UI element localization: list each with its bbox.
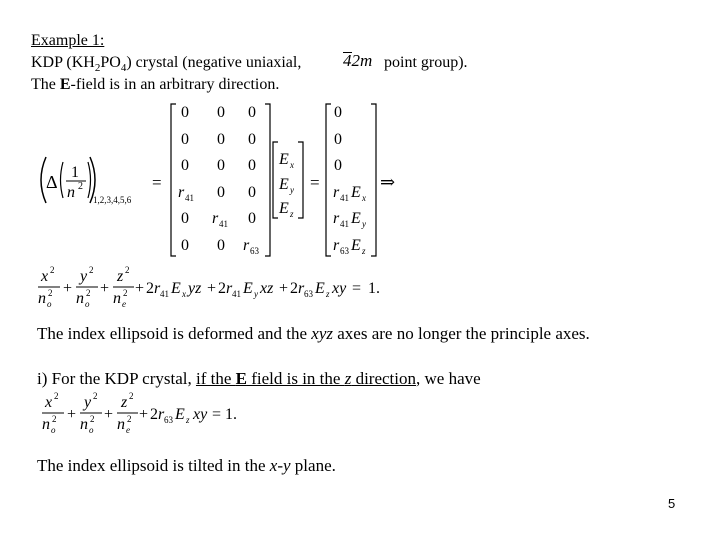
eq2-e: E bbox=[175, 406, 185, 423]
case-i-u3: direction bbox=[351, 369, 416, 388]
field-right-bracket bbox=[298, 142, 303, 218]
eq1-t2-exp: 2 bbox=[89, 265, 94, 275]
eq1-coef-3: 2 bbox=[290, 280, 298, 297]
eq1-ey-sub: y bbox=[254, 289, 258, 299]
eq1-ex-sub: x bbox=[182, 289, 186, 299]
deformed-text-b: axes are no longer the principle axes. bbox=[333, 324, 590, 343]
frac-denominator: n bbox=[67, 184, 75, 201]
implies-arrow: ⇒ bbox=[380, 172, 396, 192]
result-row4-r: r bbox=[333, 184, 340, 201]
subscript-2: 2 bbox=[94, 62, 101, 75]
eq2-t3-den-sub: e bbox=[126, 425, 130, 435]
tilted-text-b: plane. bbox=[290, 456, 336, 475]
eq1-e-2: E bbox=[243, 280, 253, 297]
field-ey-e: E bbox=[279, 176, 289, 193]
eq1-r41-2: 41 bbox=[232, 289, 241, 299]
field-ez-sub: z bbox=[290, 209, 294, 219]
case-i-bold-e: E bbox=[235, 369, 247, 388]
deformed-text bbox=[37, 324, 590, 344]
frac-close-paren bbox=[88, 162, 91, 198]
m-r6c2: 0 bbox=[217, 237, 225, 254]
eq1-t3-exp: 2 bbox=[125, 265, 130, 275]
eq2-r63: 63 bbox=[164, 415, 173, 425]
rhs-equals: = bbox=[310, 173, 320, 192]
eq1-equals: = bbox=[352, 280, 362, 297]
eq2-ez-sub: z bbox=[186, 415, 190, 425]
tilted-xy: x-y bbox=[269, 456, 291, 475]
m-r2c1: 0 bbox=[181, 131, 189, 148]
eq1-t1-den: n bbox=[38, 290, 46, 307]
case-i-u1: if the bbox=[195, 369, 236, 388]
eq1-r41-1: 41 bbox=[160, 289, 169, 299]
matrix-right-bracket bbox=[265, 104, 270, 256]
eq1-xz: xz bbox=[260, 280, 274, 297]
eq1-xy: xy bbox=[332, 280, 347, 297]
eq1-r-1: r bbox=[154, 280, 161, 297]
m-r5c2-r: r bbox=[212, 210, 219, 227]
eq1-plus-4: + bbox=[207, 280, 217, 297]
eq1-e-3: E bbox=[315, 280, 325, 297]
eq2-t2-den-exp: 2 bbox=[90, 414, 95, 424]
m-r4c2: 0 bbox=[217, 184, 225, 201]
m-r4c1-sub: 41 bbox=[185, 193, 194, 203]
result-row5-esub: y bbox=[362, 219, 366, 229]
m-r2c2: 0 bbox=[217, 131, 225, 148]
m-r1c2: 0 bbox=[217, 104, 225, 121]
eq2-coef: 2 bbox=[150, 406, 158, 423]
deformed-text-a: The index ellipsoid is deformed and the bbox=[37, 324, 312, 343]
eq1-coef-2: 2 bbox=[218, 280, 226, 297]
field-ez-e: E bbox=[279, 200, 289, 217]
eq2-t3-num: z bbox=[121, 394, 128, 411]
eq1-t1-den-sub: o bbox=[47, 299, 52, 309]
result-right-bracket bbox=[371, 104, 376, 256]
eq2-t2-den-sub: o bbox=[89, 425, 94, 435]
case-i-u2: field is in the bbox=[246, 369, 345, 388]
result-row4-sub: 41 bbox=[340, 193, 349, 203]
eq2-t3-den-exp: 2 bbox=[127, 414, 132, 424]
crystal-text-c: ) crystal (negative uniaxial, bbox=[126, 54, 302, 71]
crystal-text-a: KDP (KH bbox=[31, 54, 95, 71]
result-row4-e: E bbox=[351, 184, 361, 201]
ellipsoid-equation-2 bbox=[0, 385, 300, 445]
result-row6-e: E bbox=[351, 237, 361, 254]
eq1-yz: yz bbox=[188, 280, 202, 297]
eq1-plus-1: + bbox=[63, 280, 73, 297]
point-group-2m: 2m bbox=[351, 51, 373, 70]
result-row5-sub: 41 bbox=[340, 219, 349, 229]
lhs-equals: = bbox=[152, 173, 162, 192]
tilted-text-a: The index ellipsoid is tilted in the bbox=[37, 456, 270, 475]
example-label: Example 1: bbox=[31, 32, 105, 49]
result-row5-e: E bbox=[351, 210, 361, 227]
e-field-text-b: -field is in an arbitrary direction. bbox=[70, 76, 280, 93]
eq2-t2-exp: 2 bbox=[93, 391, 98, 401]
matrix-left-bracket bbox=[171, 104, 176, 256]
eq2-t2-num: y bbox=[84, 394, 92, 411]
eq1-t2-den-sub: o bbox=[85, 299, 90, 309]
point-group-four-bar: 4 bbox=[343, 51, 352, 70]
result-row6-r: r bbox=[333, 237, 340, 254]
eq2-t1-den: n bbox=[42, 416, 50, 433]
eq1-t1-num: x bbox=[41, 268, 49, 285]
eq1-plus-5: + bbox=[279, 280, 289, 297]
deformed-xyz: xyz bbox=[311, 324, 334, 343]
result-row3: 0 bbox=[334, 157, 342, 174]
point-group-text: point group). bbox=[384, 54, 468, 71]
tilted-text bbox=[37, 456, 336, 476]
eq1-t2-num: y bbox=[80, 268, 88, 285]
field-ex-e: E bbox=[279, 151, 289, 168]
eq2-equals: = bbox=[212, 406, 222, 423]
eq2-t3-den: n bbox=[117, 416, 125, 433]
eq1-t1-den-exp: 2 bbox=[48, 288, 53, 298]
eq1-e-1: E bbox=[171, 280, 181, 297]
m-r3c2: 0 bbox=[217, 157, 225, 174]
m-r6c3-sub: 63 bbox=[250, 246, 259, 256]
eq2-rhs: 1. bbox=[225, 406, 237, 423]
eq1-r-2: r bbox=[226, 280, 233, 297]
m-r2c3: 0 bbox=[248, 131, 256, 148]
eq2-xy: xy bbox=[193, 406, 208, 423]
frac-open-paren bbox=[61, 162, 64, 198]
eq1-r-3: r bbox=[298, 280, 305, 297]
page-number: 5 bbox=[668, 496, 676, 511]
eq2-plus-3: + bbox=[139, 406, 149, 423]
eq1-t1-exp: 2 bbox=[50, 265, 55, 275]
result-row5-r: r bbox=[333, 210, 340, 227]
eq2-t1-den-exp: 2 bbox=[52, 414, 57, 424]
delta-symbol: Δ bbox=[46, 172, 58, 192]
subscript-4: 4 bbox=[120, 62, 127, 75]
eq1-plus-3: + bbox=[135, 280, 145, 297]
field-ex-sub: x bbox=[290, 160, 294, 170]
eq2-t3-exp: 2 bbox=[129, 391, 134, 401]
eq2-plus-2: + bbox=[104, 406, 114, 423]
lhs-subscript: 1,2,3,4,5,6 bbox=[93, 195, 132, 205]
eq1-t3-den: n bbox=[113, 290, 121, 307]
field-ey-sub: y bbox=[290, 185, 294, 195]
eq2-t2-den: n bbox=[80, 416, 88, 433]
field-left-bracket bbox=[273, 142, 278, 218]
eq2-t1-den-sub: o bbox=[51, 425, 56, 435]
eq2-t1-exp: 2 bbox=[54, 391, 59, 401]
eq2-t1-num: x bbox=[45, 394, 53, 411]
m-r3c1: 0 bbox=[181, 157, 189, 174]
eq1-rhs: 1. bbox=[368, 280, 380, 297]
m-r1c3: 0 bbox=[248, 104, 256, 121]
result-row4-esub: x bbox=[362, 193, 366, 203]
eq1-t3-den-exp: 2 bbox=[123, 288, 128, 298]
frac-numerator: 1 bbox=[71, 164, 79, 181]
result-row6-esub: z bbox=[362, 246, 366, 256]
eq2-plus-1: + bbox=[67, 406, 77, 423]
case-i-text-a: i) For the KDP crystal, bbox=[37, 369, 196, 388]
m-r6c1: 0 bbox=[181, 237, 189, 254]
result-left-bracket bbox=[326, 104, 331, 256]
eq1-t2-den-exp: 2 bbox=[86, 288, 91, 298]
m-r4c1-r: r bbox=[178, 184, 185, 201]
m-r6c3-r: r bbox=[243, 237, 250, 254]
eq1-t2-den: n bbox=[76, 290, 84, 307]
m-r1c1: 0 bbox=[181, 104, 189, 121]
e-field-bold-e: E bbox=[59, 76, 71, 93]
frac-denominator-exp: 2 bbox=[78, 181, 83, 192]
result-row2: 0 bbox=[334, 131, 342, 148]
m-r5c1: 0 bbox=[181, 210, 189, 227]
eq1-t3-num: z bbox=[117, 268, 124, 285]
e-field-text-a: The bbox=[31, 76, 60, 93]
eq1-r63: 63 bbox=[304, 289, 313, 299]
crystal-text-b: PO bbox=[100, 54, 121, 71]
result-row1: 0 bbox=[334, 104, 342, 121]
eq1-t3-den-sub: e bbox=[122, 299, 126, 309]
case-i-z: z bbox=[344, 369, 352, 388]
eq2-r: r bbox=[158, 406, 165, 423]
result-row6-sub: 63 bbox=[340, 246, 349, 256]
case-i-text-b: , we have bbox=[416, 369, 481, 388]
eq1-plus-2: + bbox=[100, 280, 110, 297]
m-r5c2-sub: 41 bbox=[219, 219, 228, 229]
eq1-coef-1: 2 bbox=[146, 280, 154, 297]
m-r4c3: 0 bbox=[248, 184, 256, 201]
m-r3c3: 0 bbox=[248, 157, 256, 174]
ellipsoid-equation-1 bbox=[38, 265, 380, 309]
m-r5c3: 0 bbox=[248, 210, 256, 227]
eq1-ez-sub: z bbox=[326, 289, 330, 299]
